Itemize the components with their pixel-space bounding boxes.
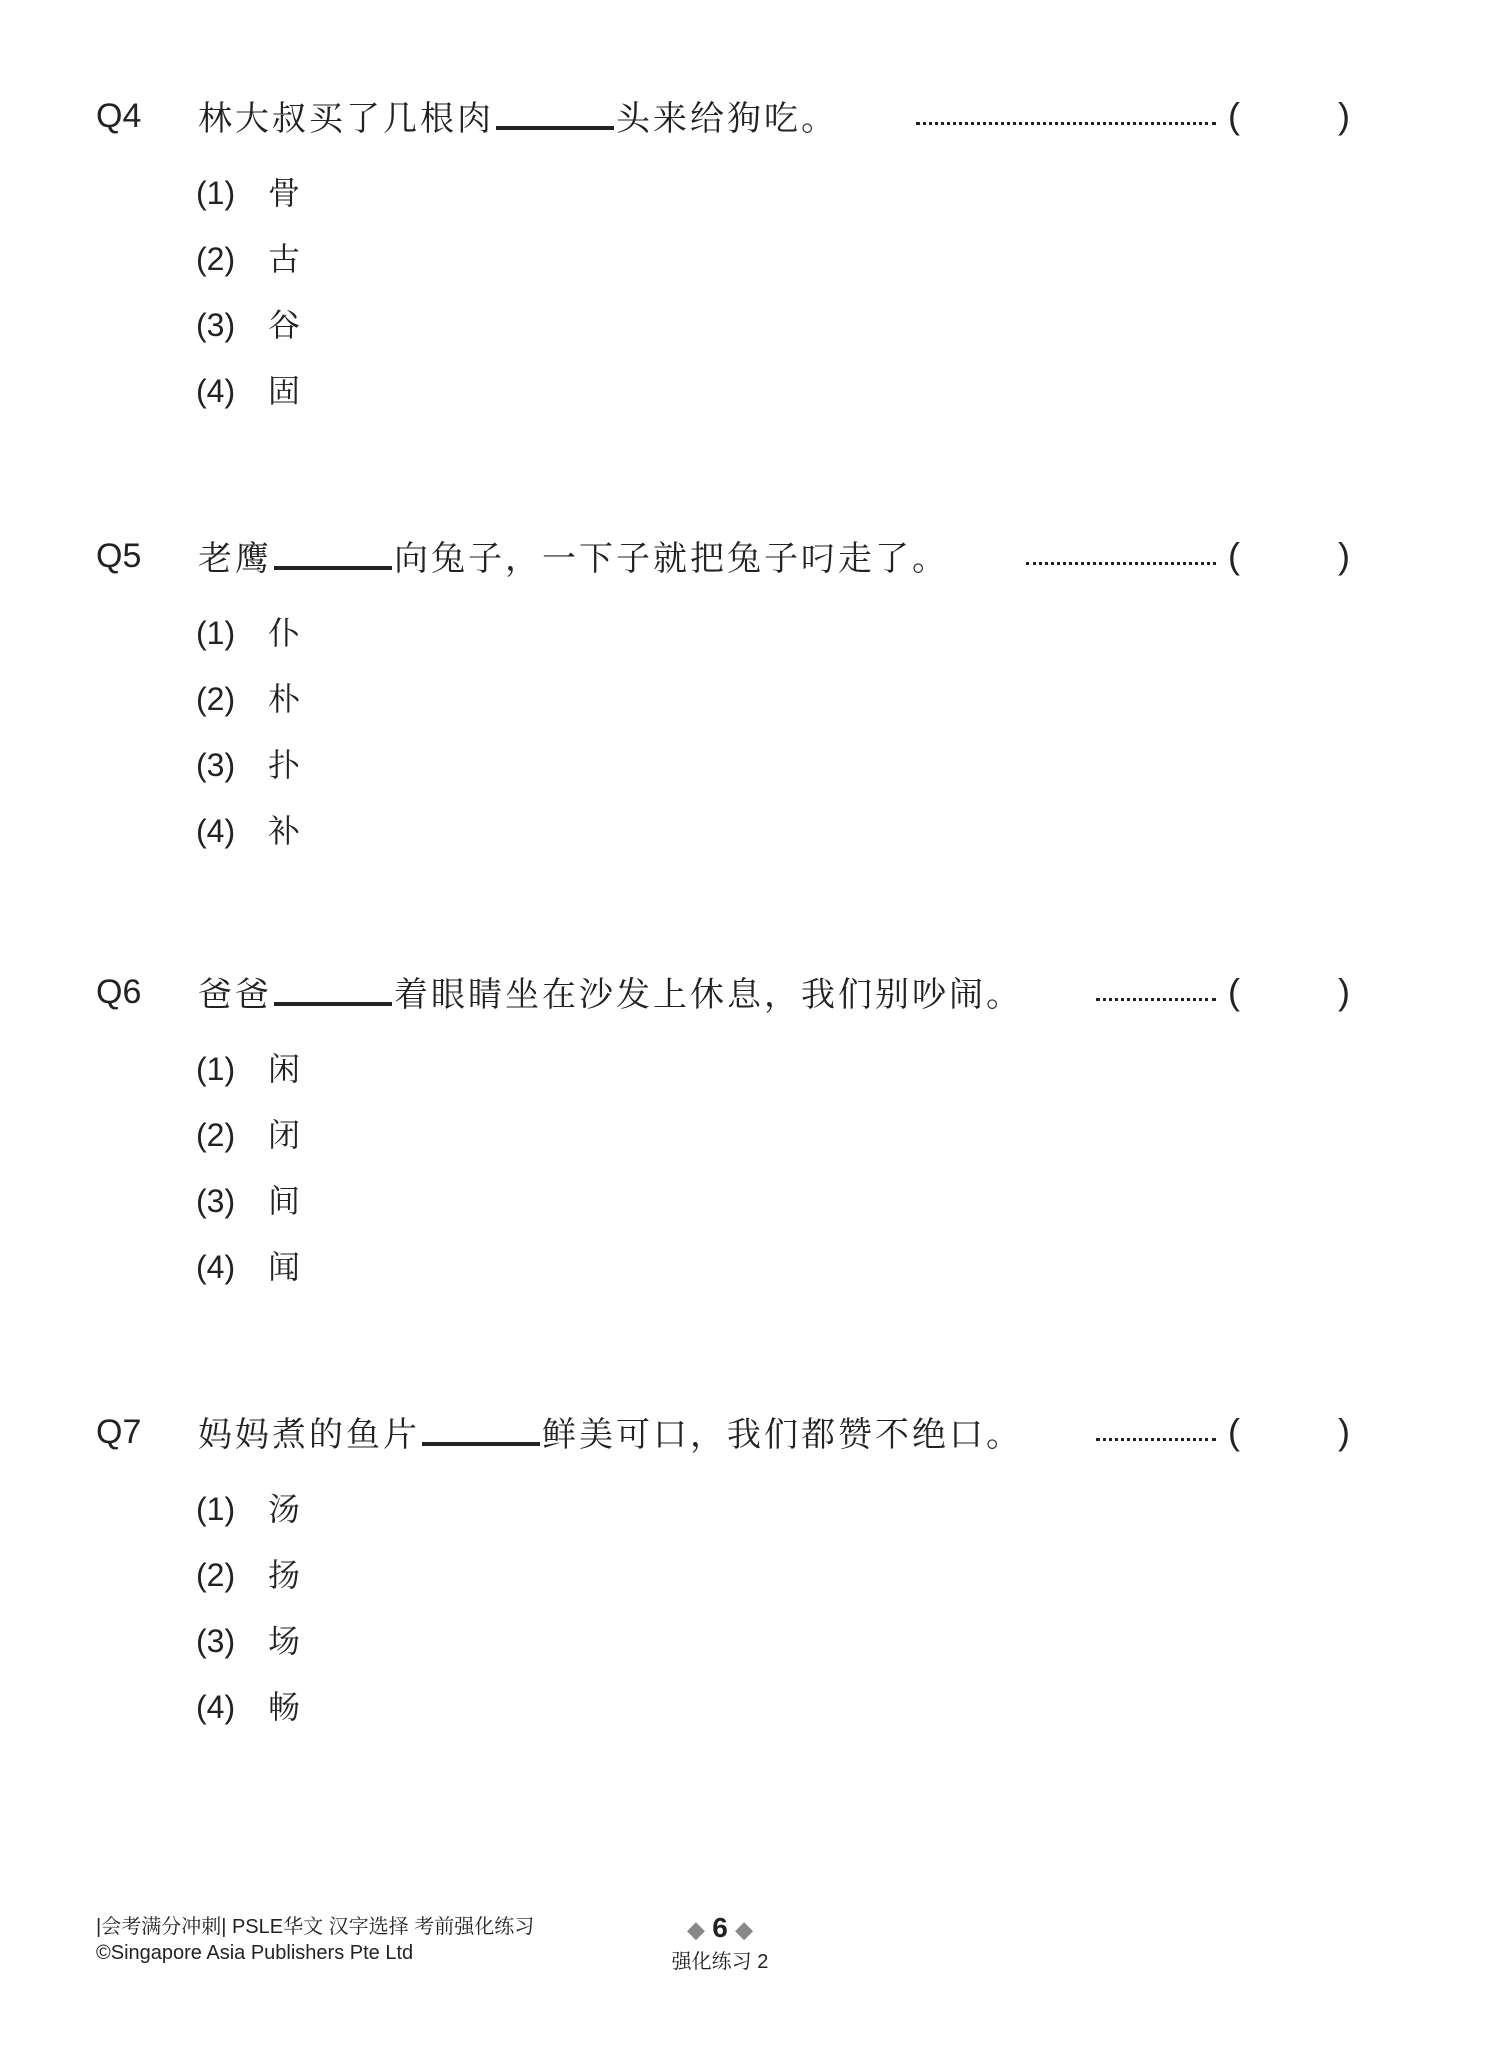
question-text [198,96,838,139]
text-after-blank: 头来给狗吃。 [616,99,838,139]
option-number: (1) [196,615,236,651]
option-character: 骨 [268,174,301,212]
option-character: 固 [268,372,301,410]
question-number: Q5 [96,537,142,575]
option-4 [196,811,300,851]
answer-bracket-left: ( [1228,95,1240,136]
option-number: (4) [196,373,236,409]
option-number: (2) [196,241,236,277]
text-after-blank: 向兔子，一下子就把兔子叼走了。 [394,539,949,579]
option-character: 仆 [268,614,301,652]
option-number: (1) [196,1051,236,1087]
option-number: (2) [196,1117,236,1153]
question-number: Q6 [96,973,142,1011]
footer-center [660,1910,780,1976]
option-number: (4) [196,813,236,849]
option-character: 闭 [268,1116,301,1154]
option-4 [196,371,300,411]
option-1 [196,173,300,213]
leader-dots [916,100,1216,125]
option-2 [196,1555,300,1595]
option-number: (2) [196,1557,236,1593]
option-number: (3) [196,1623,236,1659]
option-character: 古 [268,240,301,278]
text-before-blank: 妈妈煮的鱼片 [198,1415,420,1455]
text-before-blank: 老鹰 [198,539,272,579]
question-text [198,536,949,579]
answer-blank [274,536,392,570]
option-character: 间 [268,1182,301,1220]
text-after-blank: 着眼睛坐在沙发上休息，我们别吵闹。 [394,975,1023,1015]
option-2 [196,1115,300,1155]
option-character: 畅 [268,1688,301,1726]
answer-bracket-left: ( [1228,535,1240,576]
answer-bracket-left: ( [1228,971,1240,1012]
option-3 [196,1181,300,1221]
option-character: 汤 [268,1490,301,1528]
answer-bracket-right: ) [1338,1411,1350,1452]
leader-dots [1026,540,1216,565]
copyright: ©Singapore Asia Publishers Pte Ltd [96,1942,414,1964]
option-number: (1) [196,175,236,211]
answer-blank [496,96,614,130]
option-4 [196,1687,300,1727]
option-3 [196,305,300,345]
option-2 [196,239,300,279]
option-number: (3) [196,747,236,783]
answer-bracket-right: ) [1338,95,1350,136]
page-number: 6 [712,1912,728,1943]
text-after-blank: 鲜美可口，我们都赞不绝口。 [542,1415,1023,1455]
option-1 [196,1049,300,1089]
option-character: 闻 [268,1248,301,1286]
option-number: (3) [196,307,236,343]
leader-dots [1096,976,1216,1001]
option-3 [196,745,300,785]
option-character: 扑 [268,746,301,784]
option-1 [196,1489,300,1529]
leader-dots [1096,1416,1216,1441]
text-before-blank: 爸爸 [198,975,272,1015]
option-1 [196,613,300,653]
text-before-blank: 林大叔买了几根肉 [198,99,494,139]
question-number: Q7 [96,1413,142,1451]
option-number: (4) [196,1249,236,1285]
section-label: 强化练习 2 [671,1951,769,1973]
option-character: 扬 [268,1556,301,1594]
option-3 [196,1621,300,1661]
option-character: 补 [268,812,301,850]
diamond-icon: ◆ [687,1917,705,1942]
option-number: (3) [196,1183,236,1219]
series-title: |会考满分冲刺| PSLE华文 汉字选择 考前强化练习 [96,1916,535,1938]
option-character: 谷 [268,306,301,344]
answer-bracket-right: ) [1338,535,1350,576]
answer-bracket-left: ( [1228,1411,1240,1452]
option-number: (1) [196,1491,236,1527]
answer-blank [274,972,392,1006]
option-4 [196,1247,300,1287]
option-2 [196,679,300,719]
option-number: (4) [196,1689,236,1725]
option-number: (2) [196,681,236,717]
option-character: 朴 [268,680,301,718]
footer-left [96,1914,534,1966]
diamond-icon: ◆ [735,1917,753,1942]
answer-bracket-right: ) [1338,971,1350,1012]
option-character: 场 [268,1622,301,1660]
question-text [198,1412,1023,1455]
answer-blank [422,1412,540,1446]
option-character: 闲 [268,1050,301,1088]
question-number: Q4 [96,97,142,135]
question-text [198,972,1023,1015]
